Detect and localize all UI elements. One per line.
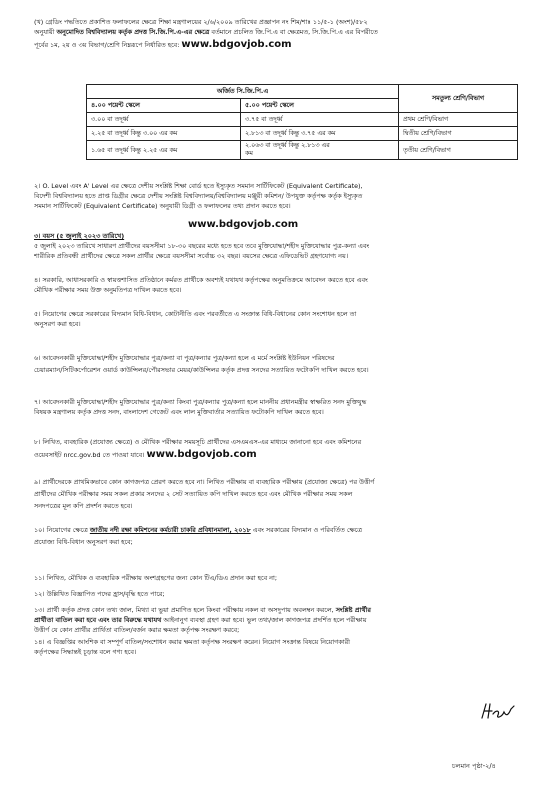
table-row xyxy=(87,127,518,141)
table-cell: তৃতীয় শ্রেণি/বিভাগ xyxy=(399,141,518,160)
para6-line2: চেয়ারম্যান/সিটিকর্পোরেশন ওয়ার্ড কাউন্সিলর/পৌরসভার মেয়র/কাউন্সিলর কর্তৃক প্রদত্ত সনদের সত্যায়িত ফটোকপি দাখিল করতে হবে। xyxy=(34,366,369,374)
table-cell xyxy=(241,141,399,160)
para3-line1: ৫ জুলাই ২০২৩ তারিখে সাধারণ প্রার্থীদের বয়সসীমা ১৮-৩০ বছরের মধ্যে হতে হবে তবে মুক্তিযোদ্ধা/শহীদ মুক্তিযোদ্ধার পুত্র-কন্যা এবং xyxy=(34,242,370,250)
table-row xyxy=(87,141,518,160)
age-heading: ৩। বয়স (৫ জুলাই ২০২৩ তারিখে) xyxy=(34,232,125,240)
table-cell: ৩.০০ বা তদূর্ধ্ব xyxy=(87,113,241,127)
text: এবং সরকারের বিদ্যমান ও পরিবর্তিত ক্ষেত্রে xyxy=(250,526,362,534)
para14-line2: কর্তৃপক্ষের সিদ্ধান্তই চূড়ান্ত বলে গণ্য হবে। xyxy=(34,648,137,656)
para2-line1: ২। O. Level এবং A' Level এর ক্ষেত্রে দেশীয় সংশ্লিষ্ট শিক্ষা বোর্ড হতে ইস্যুকৃত সমমান সার্টিফিকেট (Equivalent Certificate), xyxy=(34,182,363,190)
para5-line1: ৫। নিয়োগের ক্ষেত্রে সরকারের বিদ্যমান বিধি-বিধান, কোটানীতি এবং পরবর্তীতে এ সংক্রান্ত বিধি-বিধানের কোন সংশোধন হলে তা xyxy=(34,310,357,318)
text: ১০। নিয়োগের ক্ষেত্রে xyxy=(34,526,90,534)
watermark-url[interactable]: www.bdgovjob.com xyxy=(188,219,299,230)
signature-icon xyxy=(478,700,518,724)
table-cell: দ্বিতীয় শ্রেণি/বিভাগ xyxy=(399,127,518,141)
para9-line3: সনদপত্রের মূল কপি প্রদর্শন করতে হবে। xyxy=(34,502,133,510)
table-cell: প্রথম শ্রেণি/বিভাগ xyxy=(399,113,518,127)
para9-line2: প্রার্থীদের মৌখিক পরীক্ষার সময় সকল প্রকার সনদের ২ সেট সত্যায়িত কপি দাখিল করতে হবে এবং মৌখিক পরীক্ষার সময় সকল xyxy=(34,490,353,498)
para-kha-line1: (খ) গ্রেডিং পদ্ধতিতে প্রকাশিত ফলাফলের ক্ষেত্রে শিক্ষা মন্ত্রণালয়ের ২/৬/২০০৯ তারিখের প্রজ্ঞাপন নং শিম/শাঃ ১১/৫-১ (অংশ)/৫৮২ xyxy=(34,18,368,26)
table-header-cgpa: অর্জিত সি.জি.পি.এ xyxy=(87,85,399,99)
table-header-division: সমতুল্য শ্রেণি/বিভাগ xyxy=(399,85,518,113)
table-subheader-5-scale: ৫.০০ পয়েন্ট স্কেলে xyxy=(241,99,399,113)
text: পূর্বের ১ম, ২য় ও ৩য় বিভাগ/শ্রেণি নিম্নরূপে নির্ধারিত হবে: xyxy=(34,41,182,49)
text: ১৩। প্রার্থী কর্তৃক প্রদত্ত কোন তথ্য জাল, মিথ্যা বা ভুয়া প্রমাণিত হলে কিংবা পরীক্ষায় নকল বা অসদুপায় অবলম্বন করলে, xyxy=(34,606,336,614)
para11: ১১। লিখিত, মৌখিক ও ব্যবহারিক পরীক্ষায় অংশগ্রহণের জন্য কোন টিএ/ডিএ প্রদান করা হবে না; xyxy=(34,574,277,582)
para13-line2 xyxy=(34,616,526,625)
para10-line1 xyxy=(34,526,526,535)
para4-line2: মৌখিক পরীক্ষার সময় উক্ত অনুমতিপত্র দাখিল করতে হবে। xyxy=(34,286,182,294)
para13-line1 xyxy=(34,606,526,615)
para10-line2: প্রযোজ্য বিধি-বিধান অনুসরণ করা হবে; xyxy=(34,538,133,546)
watermark-url[interactable]: www.bdgovjob.com xyxy=(181,39,292,50)
watermark-url[interactable]: www.bdgovjob.com xyxy=(146,449,257,460)
page-continuation-label: চলমান পৃষ্ঠা-২/৪ xyxy=(452,762,496,770)
text: ২.০৬৩ বা তদূর্ধ্ব কিন্তু ২.৮১৩ এর xyxy=(245,142,330,149)
para-kha-line3 xyxy=(34,38,526,52)
para7-line2: বিষয়ক মন্ত্রণালয় কর্তৃক প্রদত্ত সনদ, বাংলাদেশ গেজেট এবং লাল মুক্তিবার্তার সত্যায়িত ফটোকপি দাখিল করতে হবে। xyxy=(34,408,324,416)
text: আইনানুগ ব্যবস্থা গ্রহণ করা হবে। ভুল তথ্য/জাল কাগজপত্র প্রদর্শিত হলে পরীক্ষায় xyxy=(161,616,367,624)
text: ওয়েবসাইট nrcc.gov.bd তে পাওয়া যাবে। xyxy=(34,451,147,459)
para6-line1: ৬। আবেদনকারী মুক্তিযোদ্ধা/শহীদ মুক্তিযোদ্ধার পুত্র/কন্যা বা পুত্র/কন্যার পুত্র/কন্যা হলে এ মর্মে সংশ্লিষ্ট ইউনিয়ন পরিষদের xyxy=(34,354,335,362)
para-kha-line2 xyxy=(34,28,526,37)
text: বর্তমানে প্রচলিত জি.পি.এ বা ক্ষেত্রমত, সি.জি.পি.এ এর বিপরীতে xyxy=(209,28,378,36)
para5-line2: অনুসরণ করা হবে। xyxy=(34,320,81,328)
grade-equivalence-table xyxy=(86,84,518,160)
para14-line1: ১৪। এ বিজ্ঞপ্তির আংশিক বা সম্পূর্ণ বাতিল/সংশোধন করার ক্ষমতা কর্তৃপক্ষ সংরক্ষণ করেন। নিয়োগ সংক্রান্ত বিষয়ে নিয়োগকারী xyxy=(34,638,350,646)
para8-line1: ৮। লিখিত, ব্যবহারিক (প্রযোজ্য ক্ষেত্রে) ও মৌখিক পরীক্ষার সময়সূচি প্রার্থীদের এসএমএস-এর মাধ্যমে জানানো হবে এবং কমিশনের xyxy=(34,438,362,446)
para9-line1: ৯। প্রার্থীদেরকে প্রাথমিকভাবে কোন কাগজপত্র প্রেরণ করতে হবে না। লিখিত পরীক্ষায় বা ব্যবহারিক পরীক্ষায় (প্রযোজ্য ক্ষেত্রে) পর উত্তীর্ণ xyxy=(34,478,375,486)
table-cell: ১.৬৫ বা তদূর্ধ্ব কিন্তু ২.২৫ এর কম xyxy=(87,141,241,160)
table-cell: ২.২৫ বা তদূর্ধ্ব কিন্তু ৩.০০ এর কম xyxy=(87,127,241,141)
para12: ১২। উল্লিখিত বিজ্ঞাপিত পদের হ্রাস/বৃদ্ধি হতে পারে; xyxy=(34,590,165,598)
cgpa-bold-phrase: অনুমোদিত বিশ্ববিদ্যালয় কর্তৃক প্রদত্ত সি.জি.পি.এ-এর ক্ষেত্রে xyxy=(56,28,210,36)
table-cell: ৩.৭৫ বা তদূর্ধ্ব xyxy=(241,113,399,127)
table-subheader-4-scale: ৪.০০ পয়েন্ট স্কেলে xyxy=(87,99,241,113)
table-row xyxy=(87,113,518,127)
bold-phrase: সংশ্লিষ্ট প্রার্থীর xyxy=(335,606,371,614)
regulation-title: জাতীয় নদী রক্ষা কমিশনের কর্মচারী চাকরি প্রবিধানমালা, ২০১৮ xyxy=(89,526,251,534)
para13-line3: উত্তীর্ণ যে কোন প্রার্থীর প্রার্থিতা বাতিল/বর্জন করার ক্ষমতা কর্তৃপক্ষ সংরক্ষণ করবে; xyxy=(34,626,240,634)
table-cell: ২.৮১৩ বা তদূর্ধ্ব কিন্তু ৩.৭৫ এর কম xyxy=(241,127,399,141)
text: অনুযায়ী xyxy=(34,28,57,36)
text: কম xyxy=(245,150,253,157)
para2-line3: সমমান সার্টিফিকেট (Equivalent Certificate) অনুযায়ী ডিগ্রী ও ফলাফলের তথ্য প্রদান করতে হবে। xyxy=(34,202,291,210)
para7-line1: ৭। আবেদনকারী মুক্তিযোদ্ধা/শহীদ মুক্তিযোদ্ধার পুত্র/কন্যা কিংবা পুত্র/কন্যার পুত্র/কন্যা হলে মাননীয় প্রধানমন্ত্রীর স্বাক্ষরিত সনদ মুক্তিযুদ্ধ xyxy=(34,398,367,406)
para3-line2: শারীরিক প্রতিবন্ধী প্রার্থীদের ক্ষেত্রে সকল প্রার্থীর ক্ষেত্রে বয়সসীমা সর্বোচ্চ ৩২ বছর। বয়সের ক্ষেত্রে এফিডেভিট গ্রহণযোগ্য নয়। xyxy=(34,252,349,260)
para8-line2 xyxy=(34,448,526,462)
para2-line2: বিদেশী বিশ্ববিদ্যালয় হতে প্রাপ্ত ডিগ্রীর ক্ষেত্রে দেশীয় সংশ্লিষ্ট বিশ্ববিদ্যালয়/বিশ্ববিদ্যালয় মঞ্জুরী কমিশন/ উপযুক্ত কর্তৃপক্ষ কর্তৃক ইস্যুকৃত xyxy=(34,192,363,200)
para4-line1: ৪। সরকারি, আধাসরকারি ও স্বায়ত্তশাসিত প্রতিষ্ঠানে কর্মরত প্রার্থীকে অবশ্যই যথাযথ কর্তৃপক্ষের অনুমতিক্রমে আবেদন করতে হবে এবং xyxy=(34,276,368,284)
bold-phrase: প্রার্থীতা বাতিল করা হবে এবং তার বিরুদ্ধে যথাযথ xyxy=(34,616,162,624)
